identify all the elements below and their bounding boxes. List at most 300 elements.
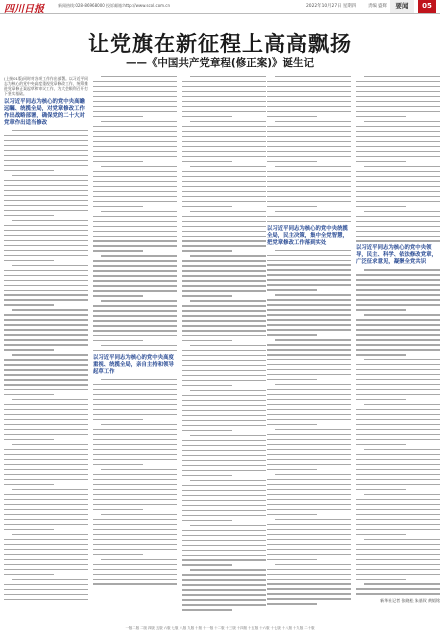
text-line — [267, 181, 351, 182]
text-line — [93, 554, 143, 555]
text-line — [182, 485, 266, 486]
text-line — [356, 279, 440, 280]
text-line — [356, 81, 440, 82]
text-line — [356, 489, 406, 490]
text-line — [190, 211, 266, 212]
text-line — [12, 265, 88, 266]
text-line — [4, 210, 88, 211]
text-line — [182, 116, 232, 117]
text-line — [356, 216, 440, 217]
text-line — [182, 216, 266, 217]
text-line — [4, 205, 88, 206]
text-line — [93, 156, 177, 157]
text-line — [182, 285, 266, 286]
text-line — [267, 161, 317, 162]
text-line — [275, 250, 351, 251]
text-line — [182, 540, 266, 541]
text-line — [267, 593, 351, 594]
text-line — [4, 469, 88, 470]
text-line — [356, 514, 440, 515]
text-line — [356, 424, 440, 425]
text-line — [267, 260, 351, 261]
text-line — [182, 186, 266, 187]
page-footer: 一版二版 二版 四版 五版 六版 七版 八版 九版 十版 十一版 十二版 十三版 十四版 十五版 十六版 十七版 十八版 十九版 二十版 — [125, 626, 315, 630]
text-line — [4, 459, 88, 460]
masthead-meta: 新闻热线:028-86968000 投诉邮箱:http://www.scol.com.cn — [58, 3, 171, 8]
text-line — [190, 300, 266, 301]
text-line — [182, 156, 266, 157]
text-line — [182, 515, 266, 516]
text-line — [267, 454, 351, 455]
text-line — [182, 425, 266, 426]
text-line — [4, 230, 88, 231]
text-line — [182, 520, 232, 521]
text-line — [267, 206, 317, 207]
text-line — [93, 171, 177, 172]
text-line — [356, 499, 440, 500]
text-line — [356, 419, 440, 420]
text-line — [12, 354, 88, 355]
text-line — [4, 195, 88, 196]
text-line — [356, 534, 406, 535]
text-line — [275, 384, 351, 385]
text-line — [190, 121, 266, 122]
text-line — [190, 480, 266, 481]
text-line — [356, 339, 440, 340]
text-line — [4, 554, 88, 555]
text-line — [182, 270, 266, 271]
text-line — [356, 593, 440, 594]
text-line — [182, 305, 266, 306]
text-line — [182, 260, 266, 261]
text-line — [267, 329, 351, 330]
text-line — [267, 334, 317, 335]
text-line — [4, 304, 54, 305]
text-line — [4, 519, 88, 520]
text-line — [267, 424, 317, 425]
text-line — [364, 359, 440, 360]
text-line — [4, 245, 88, 246]
text-line — [93, 96, 177, 97]
text-line — [93, 136, 177, 137]
text-line — [356, 474, 440, 475]
text-line — [182, 141, 266, 142]
text-line — [356, 454, 440, 455]
text-line — [4, 185, 88, 186]
text-line — [356, 349, 440, 350]
text-line — [356, 559, 440, 560]
text-line — [93, 320, 177, 321]
text-line — [356, 414, 440, 415]
text-line — [267, 141, 351, 142]
text-line — [93, 196, 177, 197]
text-line — [267, 191, 351, 192]
text-line — [93, 91, 177, 92]
text-line — [190, 390, 266, 391]
text-line — [4, 434, 88, 435]
newspaper-logo: 四川日报 — [4, 4, 44, 15]
text-line — [182, 410, 266, 411]
text-line — [190, 255, 266, 256]
text-line — [267, 91, 351, 92]
text-line — [356, 379, 440, 380]
text-line — [101, 559, 177, 560]
text-line — [93, 350, 177, 351]
text-line — [356, 284, 440, 285]
text-line — [364, 211, 440, 212]
text-line — [356, 116, 406, 117]
text-line — [93, 86, 177, 87]
text-line — [356, 389, 440, 390]
text-line — [267, 459, 351, 460]
text-line — [4, 369, 88, 370]
text-line — [356, 364, 440, 365]
text-line — [267, 504, 351, 505]
text-line — [4, 280, 88, 281]
text-line — [267, 374, 351, 375]
text-line — [93, 310, 177, 311]
text-line — [267, 106, 351, 107]
text-line — [267, 186, 351, 187]
text-line — [4, 190, 88, 191]
text-line — [182, 340, 232, 341]
text-line — [4, 344, 88, 345]
text-line — [93, 330, 177, 331]
article-author: 新华社记者 张晓松 朱基钗 黄韬铭 — [380, 598, 440, 604]
subheadline: ——《中国共产党章程(修正案)》诞生记 — [125, 57, 315, 69]
text-line — [93, 524, 177, 525]
text-line — [364, 314, 440, 315]
text-line — [4, 165, 88, 166]
text-line — [267, 279, 351, 280]
text-line — [267, 111, 351, 112]
text-line — [356, 509, 440, 510]
text-line — [93, 534, 177, 535]
text-line — [267, 514, 317, 515]
text-line — [4, 574, 54, 575]
text-line — [267, 419, 351, 420]
text-line — [356, 91, 440, 92]
text-line — [4, 379, 88, 380]
text-line — [356, 464, 440, 465]
text-line — [4, 285, 88, 286]
text-line — [356, 106, 440, 107]
text-line — [12, 444, 88, 445]
text-line — [190, 435, 266, 436]
text-line — [356, 240, 440, 241]
text-line — [182, 330, 266, 331]
text-line — [364, 269, 440, 270]
text-line — [4, 419, 88, 420]
text-line — [267, 354, 351, 355]
text-line — [12, 220, 88, 221]
text-line — [356, 86, 440, 87]
text-line — [93, 146, 177, 147]
text-line — [182, 161, 232, 162]
text-line — [356, 226, 440, 227]
text-line — [182, 545, 266, 546]
text-line — [182, 96, 266, 97]
text-line — [182, 604, 266, 605]
text-line — [101, 76, 177, 77]
text-line — [4, 424, 88, 425]
text-line — [356, 221, 440, 222]
text-line — [182, 455, 266, 456]
text-line — [267, 494, 351, 495]
text-line — [4, 414, 88, 415]
text-line — [4, 290, 88, 291]
text-line — [182, 400, 266, 401]
text-line — [267, 379, 317, 380]
text-line — [4, 394, 54, 395]
section-heading-4: 以习近平同志为核心的党中央领导，民主、科学、依法修改党章，广泛征求意见，凝聚全党共识 — [356, 245, 437, 266]
text-line — [275, 76, 351, 77]
text-line — [93, 245, 177, 246]
text-line — [267, 274, 351, 275]
text-line — [93, 509, 143, 510]
text-line — [182, 126, 266, 127]
text-line — [267, 464, 351, 465]
text-line — [93, 126, 177, 127]
text-line — [12, 579, 88, 580]
text-line — [356, 319, 440, 320]
text-line — [93, 519, 177, 520]
text-line — [356, 191, 440, 192]
illegible-text-block — [356, 269, 440, 594]
article-column-3 — [182, 76, 266, 614]
text-line — [356, 504, 440, 505]
text-line — [267, 81, 351, 82]
text-line — [182, 500, 266, 501]
text-line — [267, 549, 351, 550]
text-line — [356, 384, 440, 385]
text-line — [356, 236, 440, 237]
text-line — [93, 544, 177, 545]
text-line — [356, 146, 440, 147]
text-line — [12, 399, 88, 400]
text-line — [93, 186, 177, 187]
text-line — [356, 564, 440, 565]
text-line — [356, 524, 440, 525]
text-line — [182, 415, 266, 416]
text-line — [182, 106, 266, 107]
text-line — [182, 430, 232, 431]
text-line — [267, 559, 317, 560]
text-line — [356, 579, 406, 580]
text-line — [267, 171, 351, 172]
text-line — [267, 583, 351, 584]
text-line — [267, 196, 351, 197]
text-line — [4, 439, 54, 440]
text-line — [93, 315, 177, 316]
text-line — [267, 289, 317, 290]
text-line — [356, 399, 406, 400]
text-line — [182, 111, 266, 112]
text-line — [4, 429, 88, 430]
text-line — [267, 146, 351, 147]
text-line — [4, 260, 54, 261]
text-line — [267, 554, 351, 555]
text-line — [93, 384, 177, 385]
text-line — [356, 186, 440, 187]
text-line — [182, 221, 266, 222]
text-line — [356, 96, 440, 97]
text-line — [4, 255, 88, 256]
text-line — [182, 405, 266, 406]
masthead — [0, 0, 440, 14]
text-line — [93, 474, 177, 475]
text-line — [182, 555, 266, 556]
text-line — [182, 380, 266, 381]
text-line — [356, 439, 440, 440]
text-line — [356, 344, 440, 345]
text-line — [182, 171, 266, 172]
text-line — [93, 280, 177, 281]
text-line — [12, 309, 88, 310]
text-line — [356, 324, 440, 325]
text-line — [101, 345, 177, 346]
text-line — [4, 364, 88, 365]
text-line — [364, 76, 440, 77]
text-line — [93, 404, 177, 405]
text-line — [182, 201, 266, 202]
text-line — [4, 299, 88, 300]
text-line — [4, 544, 88, 545]
text-line — [182, 231, 266, 232]
text-line — [93, 221, 177, 222]
text-line — [190, 166, 266, 167]
text-line — [93, 191, 177, 192]
text-line — [182, 550, 266, 551]
text-line — [4, 160, 88, 161]
text-line — [182, 505, 266, 506]
text-line — [182, 320, 266, 321]
text-line — [182, 370, 266, 371]
illegible-text-block — [4, 130, 88, 600]
text-line — [356, 161, 406, 162]
text-line — [4, 539, 88, 540]
text-line — [93, 414, 177, 415]
text-line — [356, 409, 440, 410]
text-line — [356, 131, 440, 132]
text-line — [4, 270, 88, 271]
text-line — [267, 176, 351, 177]
section-heading-2: 以习近平同志为核心的党中央高度重视、统揽全局，亲自主持和领导起草工作 — [93, 355, 174, 376]
text-line — [267, 404, 351, 405]
text-line — [356, 574, 440, 575]
text-line — [93, 429, 177, 430]
text-line — [356, 196, 440, 197]
text-line — [4, 529, 54, 530]
text-line — [356, 156, 440, 157]
text-line — [93, 111, 177, 112]
text-line — [182, 151, 266, 152]
text-line — [4, 474, 88, 475]
text-line — [356, 206, 406, 207]
text-line — [356, 101, 440, 102]
text-line — [182, 564, 232, 565]
text-line — [93, 579, 177, 580]
text-line — [4, 384, 88, 385]
text-line — [93, 529, 177, 530]
text-line — [182, 290, 266, 291]
text-line — [4, 170, 54, 171]
text-line — [356, 554, 440, 555]
text-line — [364, 494, 440, 495]
text-line — [93, 240, 177, 241]
text-line — [93, 484, 177, 485]
text-line — [267, 509, 351, 510]
text-line — [182, 475, 232, 476]
text-line — [267, 534, 351, 535]
text-line — [4, 594, 88, 595]
text-line — [101, 300, 177, 301]
text-line — [267, 344, 351, 345]
text-line — [267, 136, 351, 137]
text-line — [275, 211, 351, 212]
text-line — [182, 295, 232, 296]
text-line — [267, 389, 351, 390]
text-line — [4, 329, 88, 330]
text-line — [267, 116, 317, 117]
text-line — [4, 349, 54, 350]
text-line — [356, 569, 440, 570]
text-line — [93, 181, 177, 182]
text-line — [182, 460, 266, 461]
text-line — [101, 121, 177, 122]
text-line — [182, 265, 266, 266]
text-line — [93, 399, 177, 400]
text-line — [356, 231, 440, 232]
illegible-text-block — [93, 76, 177, 351]
text-line — [267, 574, 351, 575]
article-column-5 — [356, 76, 440, 604]
text-line — [182, 101, 266, 102]
text-line — [267, 484, 351, 485]
text-line — [101, 514, 177, 515]
text-line — [182, 375, 266, 376]
text-line — [267, 539, 351, 540]
text-line — [267, 394, 351, 395]
text-line — [267, 529, 351, 530]
text-line — [182, 579, 266, 580]
text-line — [4, 449, 88, 450]
text-line — [93, 574, 177, 575]
text-line — [267, 369, 351, 370]
text-line — [4, 499, 88, 500]
text-line — [182, 465, 266, 466]
text-line — [267, 439, 351, 440]
text-line — [182, 136, 266, 137]
text-line — [190, 569, 266, 570]
text-line — [93, 176, 177, 177]
text-line — [267, 399, 351, 400]
illegible-text-block — [182, 76, 266, 611]
text-line — [4, 275, 88, 276]
text-line — [182, 176, 266, 177]
text-line — [275, 564, 351, 565]
text-line — [93, 409, 177, 410]
text-line — [182, 365, 266, 366]
text-line — [356, 529, 440, 530]
article-column-4 — [267, 76, 351, 608]
text-line — [182, 335, 266, 336]
text-line — [93, 569, 177, 570]
text-line — [182, 275, 266, 276]
text-line — [356, 459, 440, 460]
text-line — [356, 429, 440, 430]
text-line — [4, 145, 88, 146]
